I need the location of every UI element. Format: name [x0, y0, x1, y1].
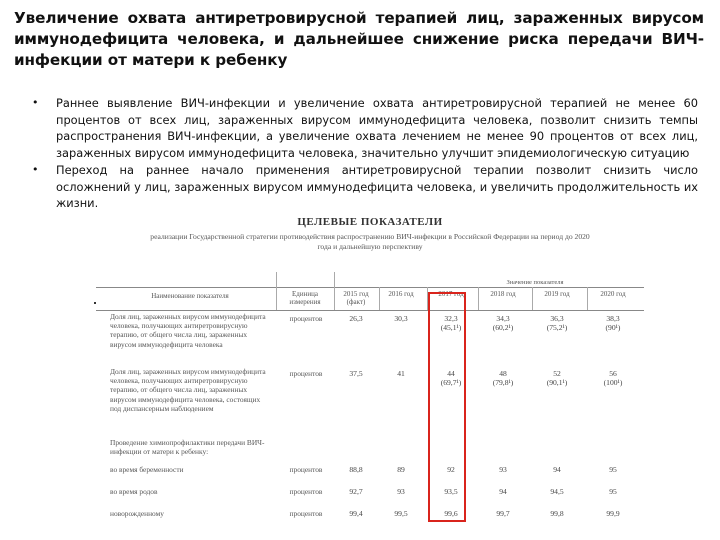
table-rule [96, 310, 644, 311]
table-cell-sub: (75,2¹) [546, 323, 568, 332]
column-header-year: 2020 год [600, 290, 626, 298]
table-cell: 94 [553, 465, 561, 474]
table-cell: 48 [499, 369, 507, 378]
slide-title: Увеличение охвата антиретровирусной терапией лиц, зараженных вирусом иммунодефицита человека, и дальнейшее снижение риска передачи ВИЧ-инфекции от матери к ребенку [14, 9, 704, 69]
column-header-year: 2018 год [490, 290, 516, 298]
row-label: новорожденному [110, 509, 164, 518]
table-rule [587, 287, 588, 310]
row-unit: процентов [289, 487, 323, 496]
table-cell-sub: (90,1¹) [546, 378, 568, 387]
table-cell: 89 [397, 465, 405, 474]
table-cell: 93 [499, 465, 507, 474]
bullet-icon: • [32, 163, 39, 176]
table-rule [532, 287, 533, 310]
row-label: Доля лиц, зараженных вирусом иммунодефицита человека, получающих антиретровирусную терапию, от общего числа лиц, зараженных вирусом иммунодефицита человека [110, 312, 266, 349]
table-cell-sub: (69,7¹) [440, 378, 462, 387]
table-cell: 41 [397, 369, 405, 378]
table-cell: 37,5 [349, 369, 363, 378]
table-cell: 99,4 [349, 509, 363, 518]
table-cell: 34,3 [496, 314, 510, 323]
bullet-icon: • [32, 96, 39, 109]
bullet-item [14, 162, 698, 212]
row-label: во время родов [110, 487, 158, 496]
table-cell: 56 [609, 369, 617, 378]
table-cell: 93 [397, 487, 405, 496]
highlight-box-2017-column [428, 292, 466, 522]
table-cell: 95 [609, 465, 617, 474]
table-cell: 26,3 [349, 314, 363, 323]
table-cell: 92,7 [349, 487, 363, 496]
row-label: во время беременности [110, 465, 184, 474]
bullet-list [14, 95, 698, 213]
table-cell: 36,3 [550, 314, 564, 323]
table-cell-sub: (60,2¹) [492, 323, 514, 332]
bullet-text: Переход на раннее начало применения антиретровирусной терапии позволит снизить число осложнений у лиц, зараженных вирусом иммунодефицита человека, и увеличить продолжительность их жизни. [56, 163, 698, 210]
table-subheading: реализации Государственной стратегии противодействия распространению ВИЧ-инфекции в Российской Федерации на период до 2020 года и дальнейшую перспективу [150, 232, 590, 251]
bullet-item [14, 95, 698, 161]
table-cell: 95 [609, 487, 617, 496]
bullet-text: Раннее выявление ВИЧ-инфекции и увеличение охвата антиретровирусной терапией не менее 60 процентов от всех лиц, зараженных вирусом иммунодефицита человека, позволит снизить темпы распространения ВИЧ-инфекции, а увеличение охвата лечением не менее 90 процентов от всех лиц, зараженных вирусом иммунодефицита человека, значительно улучшит эпидемиологическую ситуацию [56, 96, 698, 160]
table-cell: 99,6 [444, 509, 458, 518]
table-cell: 99,7 [496, 509, 510, 518]
table-cell: 99,9 [606, 509, 620, 518]
table-cell: 32,3 [444, 314, 458, 323]
scanned-table-image [90, 212, 650, 534]
table-cell-sub: (45,1¹) [440, 323, 462, 332]
table-rule [334, 272, 335, 310]
column-header-year: 2019 год [544, 290, 570, 298]
table-cell: 99,8 [550, 509, 564, 518]
table-rule [96, 287, 644, 288]
table-cell: 94,5 [550, 487, 564, 496]
table-cell: 44 [447, 369, 455, 378]
table-cell: 94 [499, 487, 507, 496]
table-rule [276, 272, 277, 310]
row-unit: процентов [289, 314, 323, 323]
table-cell: 88,8 [349, 465, 363, 474]
column-header-year: 2015 год (факт) [343, 290, 369, 306]
table-heading: ЦЕЛЕВЫЕ ПОКАЗАТЕЛИ [297, 216, 443, 228]
table-rule [379, 287, 380, 310]
table-cell: 93,5 [444, 487, 458, 496]
table-cell: 38,3 [606, 314, 620, 323]
column-header-year: 2016 год [388, 290, 414, 298]
table-cell: 99,5 [394, 509, 408, 518]
column-header-unit: Единица измерения [289, 290, 321, 306]
row-unit: процентов [289, 369, 323, 378]
table-cell-sub: (79,8¹) [492, 378, 514, 387]
column-header-indicator: Наименование показателя [151, 292, 229, 300]
table-cell-sub: (100¹) [603, 378, 623, 387]
row-label: Проведение химиопрофилактики передачи ВИЧ-инфекции от матери к ребенку: [110, 438, 265, 457]
table-cell: 92 [447, 465, 455, 474]
row-unit: процентов [289, 509, 323, 518]
scan-speck [94, 302, 96, 304]
row-unit: процентов [289, 465, 323, 474]
table-cell: 52 [553, 369, 561, 378]
table-rule [478, 287, 479, 310]
column-header-year: 2017 год [438, 290, 464, 298]
table-cell: 30,3 [394, 314, 408, 323]
value-group-header: Значение показателя [506, 279, 564, 286]
table-cell-sub: (90¹) [605, 323, 621, 332]
row-label: Доля лиц, зараженных вирусом иммунодефицита человека, получающих антиретровирусную терапию, от общего числа лиц, зараженных вирусом иммунодефицита человека, состоящих под диспансерным наблюдением [110, 367, 266, 413]
